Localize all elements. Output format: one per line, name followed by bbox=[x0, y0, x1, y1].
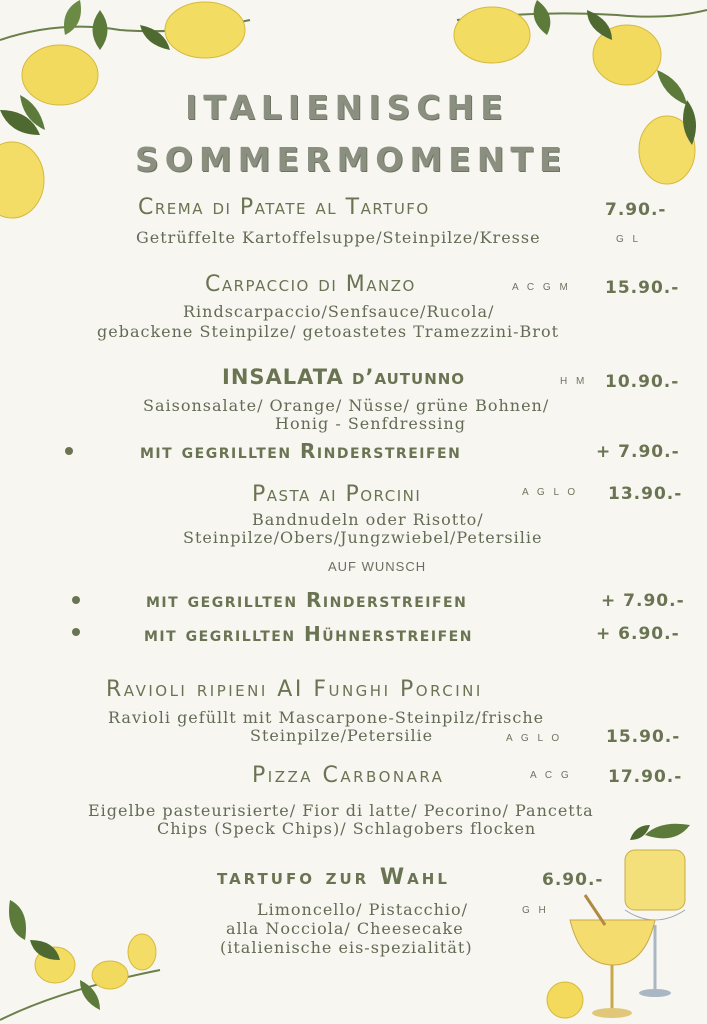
dish-desc-pizza-1: Eigelbe pasteurisierte/ Fior di latte/ Pecorino/ Pancetta bbox=[88, 801, 594, 820]
dish-desc-carpaccio-2: gebackene Steinpilze/ getoastetes Tramezzini-Brot bbox=[97, 322, 559, 341]
extra-insalata-rind-price: + 7.90.- bbox=[596, 442, 680, 462]
dish-price-pizza: 17.90.- bbox=[608, 767, 683, 787]
dish-name-insalata-rest: d’autunno bbox=[352, 365, 466, 389]
dish-desc-pasta-1: Bandnudeln oder Risotto/ bbox=[252, 510, 484, 529]
dish-allergens-ravioli: A G L O bbox=[506, 733, 563, 744]
extra-pasta-rind: mit gegrillten Rinderstreifen bbox=[146, 588, 468, 612]
dish-name-pasta: Pasta ai Porcini bbox=[252, 482, 422, 507]
lemon-branch-bottom-left-icon bbox=[0, 880, 170, 1024]
dish-desc-carpaccio-1: Rindscarpaccio/Senfsauce/Rucola/ bbox=[183, 302, 495, 321]
menu-title-line-1: ITALIENISCHE bbox=[185, 88, 509, 127]
dish-allergens-insalata: H M bbox=[560, 376, 588, 387]
dish-desc-tartufo-1: Limoncello/ Pistacchio/ bbox=[257, 900, 469, 919]
dish-price-tartufo: 6.90.- bbox=[542, 870, 604, 890]
dish-price-insalata: 10.90.- bbox=[605, 372, 680, 392]
dish-price-ravioli: 15.90.- bbox=[606, 727, 681, 747]
dish-desc-insalata-1: Saisonsalate/ Orange/ Nüsse/ grüne Bohnen/ bbox=[143, 396, 550, 415]
dish-allergens-pizza: A C G bbox=[530, 770, 572, 781]
dish-price-pasta: 13.90.- bbox=[608, 484, 683, 504]
dish-price-crema: 7.90.- bbox=[605, 200, 667, 220]
dish-name-carpaccio: Carpaccio di Manzo bbox=[205, 272, 416, 297]
dish-desc-crema: Getrüffelte Kartoffelsuppe/Steinpilze/Kresse bbox=[136, 228, 541, 247]
bullet bbox=[72, 628, 80, 636]
extra-pasta-huhn: mit gegrillten Hühnerstreifen bbox=[144, 622, 473, 646]
dish-name-tartufo: tartufo zur Wahl bbox=[217, 865, 450, 890]
dish-desc-tartufo-3: (italienische eis-spezialität) bbox=[220, 938, 473, 957]
dish-name-insalata-caps: INSALATA bbox=[222, 365, 344, 389]
lemon-cocktail-glass-icon bbox=[545, 815, 707, 1024]
bullet bbox=[65, 447, 73, 455]
dish-desc-ravioli-1: Ravioli gefüllt mit Mascarpone-Steinpilz/frische bbox=[108, 708, 545, 727]
bullet bbox=[72, 596, 80, 604]
dish-allergens-carpaccio: A C G M bbox=[512, 282, 571, 293]
menu-title-line-2: SOMMERMOMENTE bbox=[135, 140, 568, 179]
dish-desc-pasta-2: Steinpilze/Obers/Jungzwiebel/Petersilie bbox=[183, 528, 543, 547]
dish-desc-ravioli-2: Steinpilze/Petersilie bbox=[250, 726, 434, 745]
dish-name-crema: Crema di Patate al Tartufo bbox=[138, 195, 430, 220]
dish-allergens-pasta: A G L O bbox=[522, 487, 579, 498]
dish-desc-tartufo-2: alla Nocciola/ Cheesecake bbox=[226, 919, 464, 938]
dish-allergens-tartufo: G H bbox=[522, 905, 549, 916]
auf-wunsch-note: AUF WUNSCH bbox=[328, 559, 427, 574]
extra-pasta-huhn-price: + 6.90.- bbox=[596, 624, 680, 644]
dish-price-carpaccio: 15.90.- bbox=[605, 278, 680, 298]
dish-desc-insalata-2: Honig - Senfdressing bbox=[275, 414, 466, 433]
dish-name-insalata bbox=[222, 365, 465, 389]
extra-insalata-rind: mit gegrillten Rinderstreifen bbox=[140, 439, 462, 463]
dish-name-ravioli: Ravioli ripieni AI Funghi Porcini bbox=[106, 677, 483, 702]
dish-desc-pizza-2: Chips (Speck Chips)/ Schlagobers flocken bbox=[157, 819, 537, 838]
extra-pasta-rind-price: + 7.90.- bbox=[601, 591, 685, 611]
dish-name-pizza: Pizza Carbonara bbox=[252, 763, 445, 788]
dish-allergens-crema: G L bbox=[616, 234, 642, 245]
